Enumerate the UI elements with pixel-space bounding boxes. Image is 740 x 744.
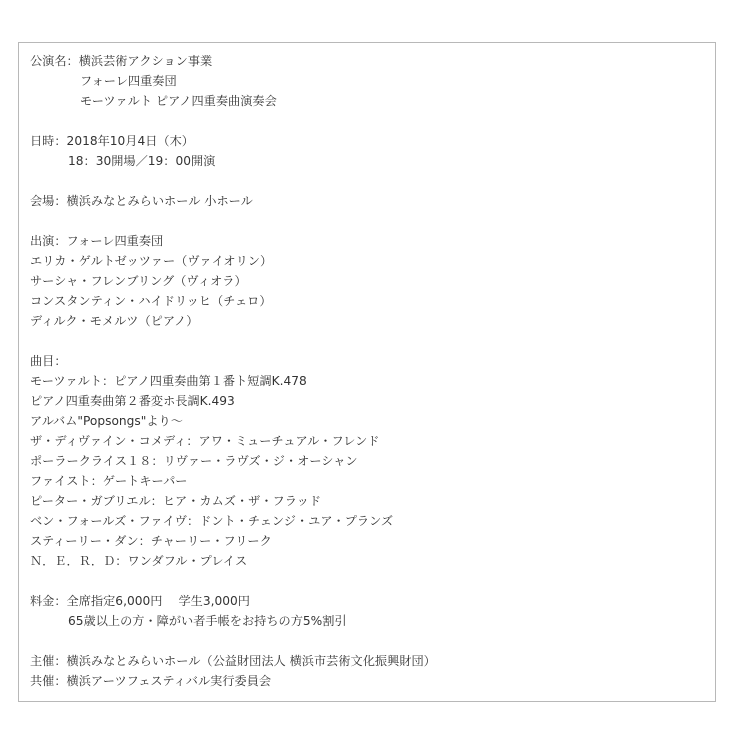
program-item: アルバム"Popsongs"より〜 xyxy=(30,414,183,428)
performer-line: サーシャ・フレンブリング（ヴィオラ） xyxy=(30,274,247,288)
program-item: ザ・ディヴァイン・コメディ：アワ・ミューチュアル・フレンド xyxy=(30,434,380,448)
event-date: 日時：2018年10月4日（木） xyxy=(30,134,194,148)
performer-line: コンスタンティン・ハイドリッヒ（チェロ） xyxy=(30,294,272,308)
spacer xyxy=(30,571,715,591)
program-item: ピーター・ガブリエル：ヒア・カムズ・ザ・フラッド xyxy=(30,494,322,508)
event-time: 18：30開場／19：00開演 xyxy=(68,154,216,168)
performer-line: 出演：フォーレ四重奏団 xyxy=(30,234,164,248)
program-item: ピアノ四重奏曲第２番変ホ長調K.493 xyxy=(30,394,235,408)
spacer xyxy=(30,111,715,131)
organizer: 主催：横浜みなとみらいホール（公益財団法人 横浜市芸術文化振興財団） xyxy=(30,654,436,668)
spacer xyxy=(30,211,715,231)
program-item: ベン・フォールズ・ファイヴ：ドント・チェンジ・ユア・プランズ xyxy=(30,514,394,528)
program-item: Ｎ．Ｅ．Ｒ．Ｄ：ワンダフル・プレイス xyxy=(30,554,248,568)
event-venue: 会場：横浜みなとみらいホール 小ホール xyxy=(30,194,253,208)
event-title-ensemble: フォーレ四重奏団 xyxy=(80,74,177,88)
program-heading: 曲目： xyxy=(30,354,67,368)
performer-line: ディルク・モメルツ（ピアノ） xyxy=(30,314,199,328)
cosponsor: 共催：横浜アーツフェスティバル実行委員会 xyxy=(30,674,272,688)
spacer xyxy=(30,631,715,651)
spacer xyxy=(30,171,715,191)
spacer xyxy=(30,331,715,351)
performer-line: エリカ・ゲルトゼッツァー（ヴァイオリン） xyxy=(30,254,273,268)
price-discount: 65歳以上の方・障がい者手帳をお持ちの方5%割引 xyxy=(68,614,347,628)
price-info: 料金：全席指定6,000円 学生3,000円 xyxy=(30,594,250,608)
program-item: ファイスト：ゲートキーパー xyxy=(30,474,188,488)
program-item: ポーラークライス１８：リヴァー・ラヴズ・ジ・オーシャン xyxy=(30,454,358,468)
event-title-concert: モーツァルト ピアノ四重奏曲演奏会 xyxy=(80,94,277,108)
event-title-label: 公演名：横浜芸術アクション事業 xyxy=(30,54,213,68)
program-item: スティーリー・ダン：チャーリー・フリーク xyxy=(30,534,272,548)
program-item: モーツァルト：ピアノ四重奏曲第１番ト短調K.478 xyxy=(30,374,307,388)
event-info-box xyxy=(18,42,716,702)
